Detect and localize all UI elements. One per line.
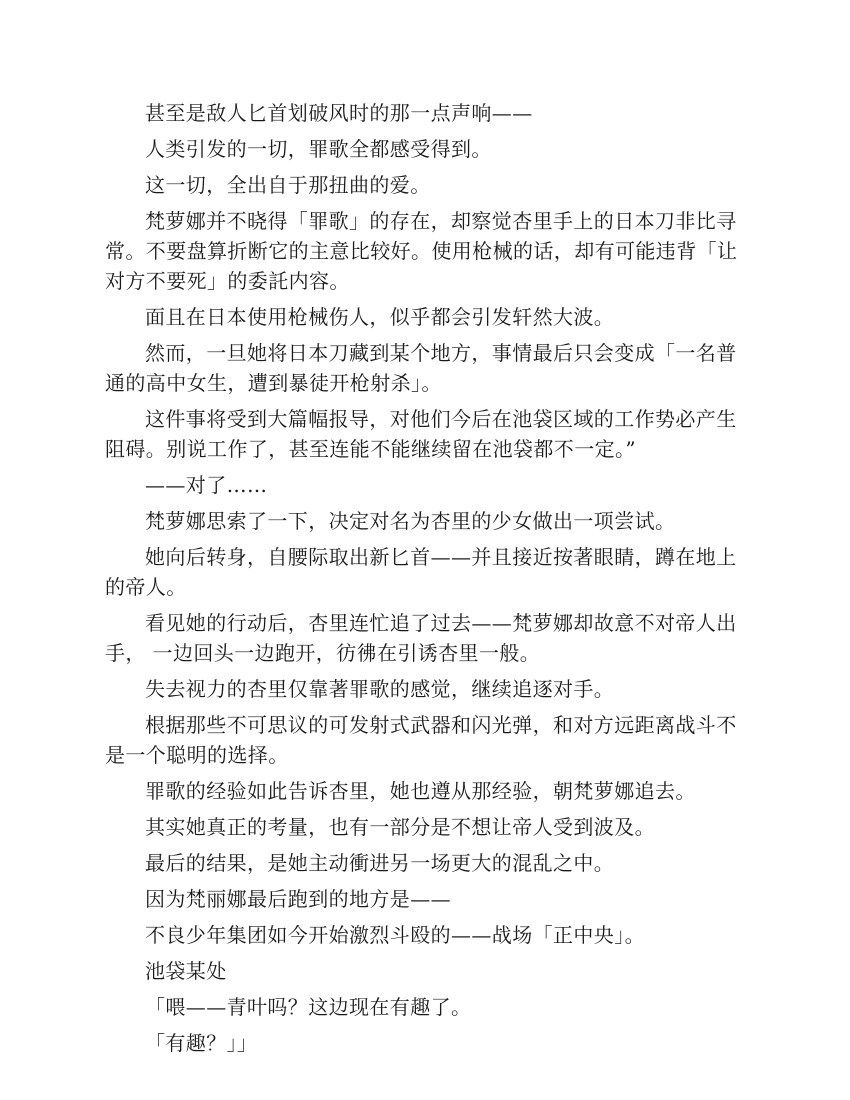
paragraph: 面且在日本使用枪械伤人，似乎都会引发轩然大波。 bbox=[145, 305, 615, 329]
paragraph: 罪歌的经验如此告诉杏里，她也遵从那经验，朝梵萝娜追去。 bbox=[145, 779, 696, 803]
paragraph: 根据那些不可思议的可发射式武器和闪光弹，和对方远距离战斗不是一个聪明的选择。 bbox=[105, 713, 737, 767]
paragraph: 看见她的行动后，杏里连忙追了过去——梵萝娜却故意不对帝人出手， 一边回头一边跑开，彷彿在引诱杏里一般。 bbox=[105, 611, 737, 665]
paragraph: 最后的结果，是她主动衝进另一场更大的混乱之中。 bbox=[145, 851, 615, 875]
paragraph: 「有趣？」」 bbox=[145, 1031, 258, 1055]
section-heading: 池袋某处 bbox=[145, 959, 227, 983]
paragraph: 梵萝娜思索了一下，决定对名为杏里的少女做出一项尝试。 bbox=[145, 509, 676, 533]
paragraph: 甚至是敌人匕首划破风时的那一点声响—— bbox=[145, 101, 533, 125]
paragraph: 然而，一旦她将日本刀藏到某个地方，事情最后只会变成「一名普通的高中女生，遭到暴徒开枪射杀」。 bbox=[105, 341, 737, 395]
paragraph: 这一切，全出自于那扭曲的爱。 bbox=[145, 173, 431, 197]
paragraph: ——对了…… bbox=[145, 473, 268, 497]
paragraph: 「喂——青叶吗？这边现在有趣了。 bbox=[145, 995, 472, 1019]
paragraph: 这件事将受到大篇幅报导，对他们今后在池袋区域的工作势必产生阻碍。别说工作了，甚至连能不能继续留在池袋都不一定。” bbox=[105, 407, 737, 461]
paragraph: 其实她真正的考量，也有一部分是不想让帝人受到波及。 bbox=[145, 815, 655, 839]
paragraph: 因为梵丽娜最后跑到的地方是—— bbox=[145, 887, 451, 911]
paragraph: 梵萝娜并不晓得「罪歌」的存在，却察觉杏里手上的日本刀非比寻常。不要盘算折断它的主意比较好。使用枪械的话，却有可能违背「让对方不要死」的委託内容。 bbox=[105, 209, 738, 293]
document-page bbox=[105, 98, 745, 1064]
paragraph: 人类引发的一切，罪歌全都感受得到。 bbox=[145, 137, 492, 161]
paragraph: 她向后转身，自腰际取出新匕首——并且接近按著眼睛，蹲在地上的帝人。 bbox=[105, 545, 737, 599]
paragraph: 失去视力的杏里仅靠著罪歌的感觉，继续追逐对手。 bbox=[145, 677, 615, 701]
paragraph: 不良少年集团如今开始激烈斗殴的——战场「正中央」。 bbox=[145, 923, 645, 947]
